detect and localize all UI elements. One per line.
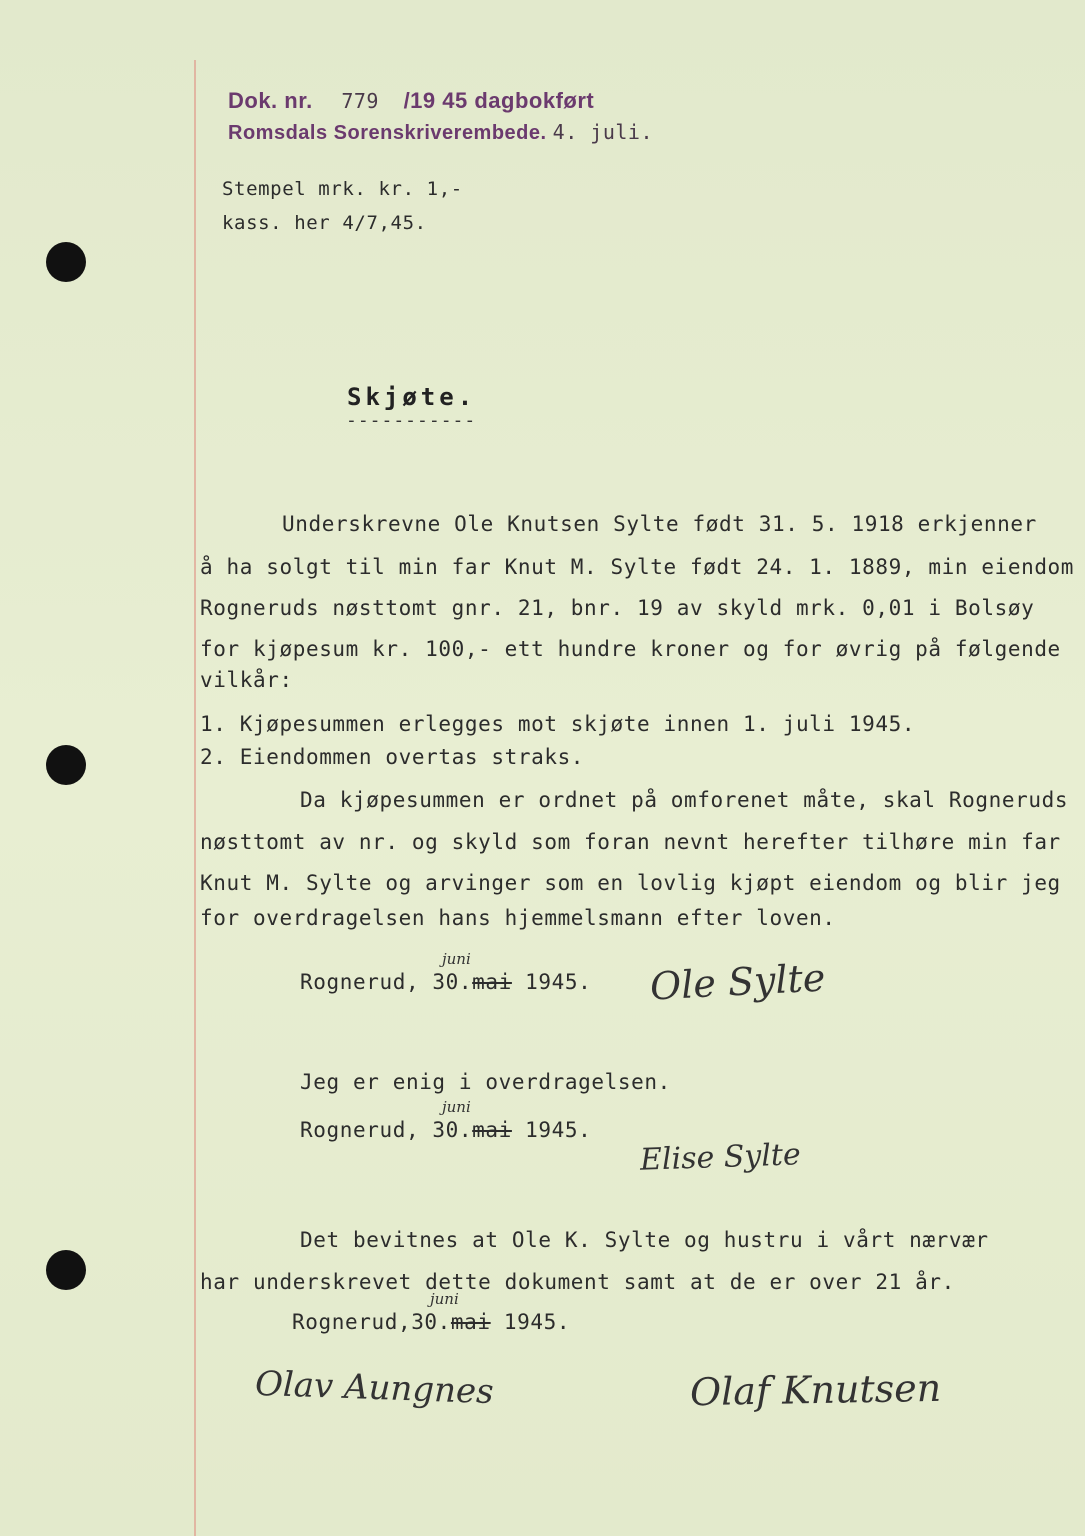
punch-hole	[46, 745, 86, 785]
body-line: Da kjøpesummen er ordnet på omforenet måte, skal Rogneruds	[300, 788, 1069, 812]
registration-stamp-line2	[228, 120, 653, 145]
date-line	[300, 970, 591, 994]
witness-signature: Olaf Knutsen	[689, 1365, 942, 1415]
body-line: Knut M. Sylte og arvinger som en lovlig kjøpt eiendom og blir jeg	[200, 871, 1061, 895]
date-prefix: Rognerud, 30.	[300, 1118, 473, 1142]
registration-stamp-line1	[228, 88, 594, 114]
stamp-prefix: Dok. nr.	[228, 88, 313, 113]
condition-item: 1. Kjøpesummen erlegges mot skjøte innen 1. juli 1945.	[200, 712, 916, 736]
seller-signature: Ole Sylte	[648, 955, 827, 1009]
cash-note: kass. her 4/7,45.	[222, 212, 427, 234]
body-line: Underskrevne Ole Knutsen Sylte født 31. 5. 1918 erkjenner	[282, 512, 1037, 536]
body-line: nøsttomt av nr. og skyld som foran nevnt herefter tilhøre min far	[200, 830, 1061, 854]
witness-line: Det bevitnes at Ole K. Sylte og hustru i vårt nærvær	[300, 1228, 989, 1252]
doc-number: 779	[341, 89, 379, 113]
body-line: å ha solgt til min far Knut M. Sylte født 24. 1. 1889, min eiendom	[200, 555, 1075, 579]
body-line: vilkår:	[200, 668, 293, 692]
date-correction: juni	[430, 1290, 459, 1308]
date-line	[300, 1118, 591, 1142]
date-suffix: 1945.	[511, 1118, 592, 1142]
witness-signature: Olav Aungnes	[254, 1363, 495, 1413]
spouse-signature: Elise Sylte	[639, 1137, 802, 1178]
body-line: Rogneruds nøsttomt gnr. 21, bnr. 19 av skyld mrk. 0,01 i Bolsøy	[200, 596, 1035, 620]
punch-hole	[46, 242, 86, 282]
date-line	[292, 1310, 570, 1334]
title-underline: -----------	[346, 410, 477, 431]
date-correction: juni	[442, 950, 471, 968]
date-suffix: 1945.	[511, 970, 592, 994]
witness-line: har underskrevet dette dokument samt at de er over 21 år.	[200, 1270, 955, 1294]
condition-item: 2. Eiendommen overtas straks.	[200, 745, 585, 769]
stamp-year: /19 45 dagbokført	[403, 88, 595, 113]
document-title: Skjøte.	[347, 383, 477, 411]
date-struck-month: mai	[450, 1310, 491, 1334]
consent-line: Jeg er enig i overdragelsen.	[300, 1070, 671, 1094]
margin-line	[194, 60, 196, 1536]
body-line: for kjøpesum kr. 100,- ett hundre kroner og for øvrig på følgende	[200, 637, 1061, 661]
date-struck-month: mai	[472, 1118, 512, 1142]
stamp-date: 4. juli.	[552, 120, 653, 144]
date-correction: juni	[442, 1098, 471, 1116]
date-struck-month: mai	[472, 970, 512, 994]
date-suffix: 1945.	[490, 1310, 571, 1334]
body-line: for overdragelsen hans hjemmelsmann efter loven.	[200, 906, 836, 930]
stamp-office: Romsdals Sorenskriverembede.	[228, 122, 547, 144]
date-prefix: Rognerud,30.	[292, 1310, 451, 1334]
punch-hole	[46, 1250, 86, 1290]
date-prefix: Rognerud, 30.	[300, 970, 473, 994]
stamp-fee-note: Stempel mrk. kr. 1,-	[222, 178, 463, 200]
